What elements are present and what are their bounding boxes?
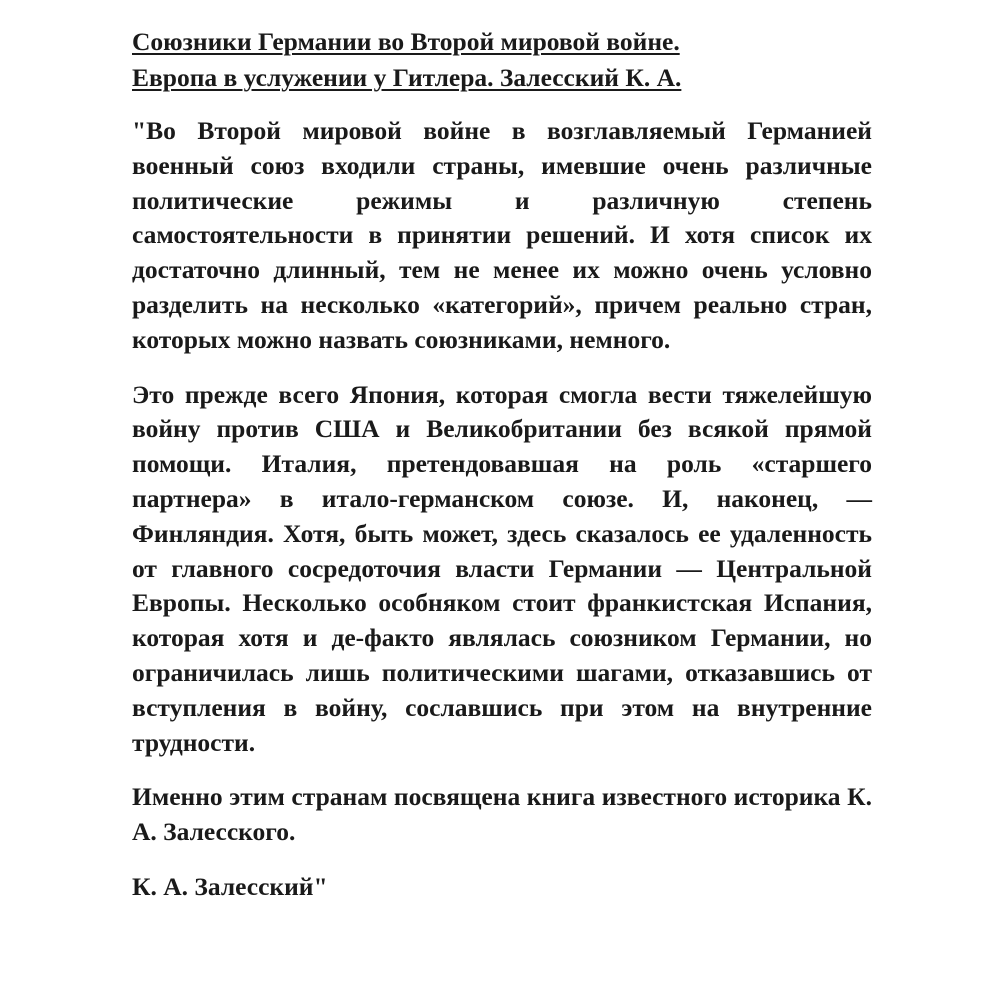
title-line-1: Союзники Германии во Второй мировой войне. bbox=[132, 27, 680, 56]
paragraph-signature: К. А. Залесский" bbox=[132, 871, 328, 901]
paragraph-countries: Это прежде всего Япония, которая смогла вести тяжелейшую войну против США и Великобритании без всякой прямой помощи. Италия, претендовавшая на роль «старшего партнера» в итало-германском союзе. И, наконец, — Финляндия. Хотя, быть может, здесь сказалось ее удаленность от главного сосредоточия власти Германии — Центральной Европы. Несколько особняком стоит франкистская Испания, которая хотя и де-факто являлась союзником Германии, но ограничилась лишь политическими шагами, отказавшись от вступления в войну, сославшись при этом на внутренние трудности. bbox=[132, 379, 872, 757]
title-line-2: Европа в услужении у Гитлера. Залесский К. А. bbox=[132, 63, 682, 92]
document-page bbox=[132, 10, 872, 905]
paragraph-book: Именно этим странам посвящена книга известного историка К. А. Залесского. bbox=[132, 782, 872, 847]
paragraph-intro: "Во Второй мировой войне в возглавляемый Германией военный союз входили страны, имевшие очень различные политические режимы и различную степень самостоятельности в принятии решений. И хотя список их достаточно длинный, тем не менее их можно очень условно разделить на несколько «категорий», причем реально стран, которых можно назвать союзниками, немного. bbox=[132, 116, 872, 354]
document-title bbox=[132, 24, 872, 96]
